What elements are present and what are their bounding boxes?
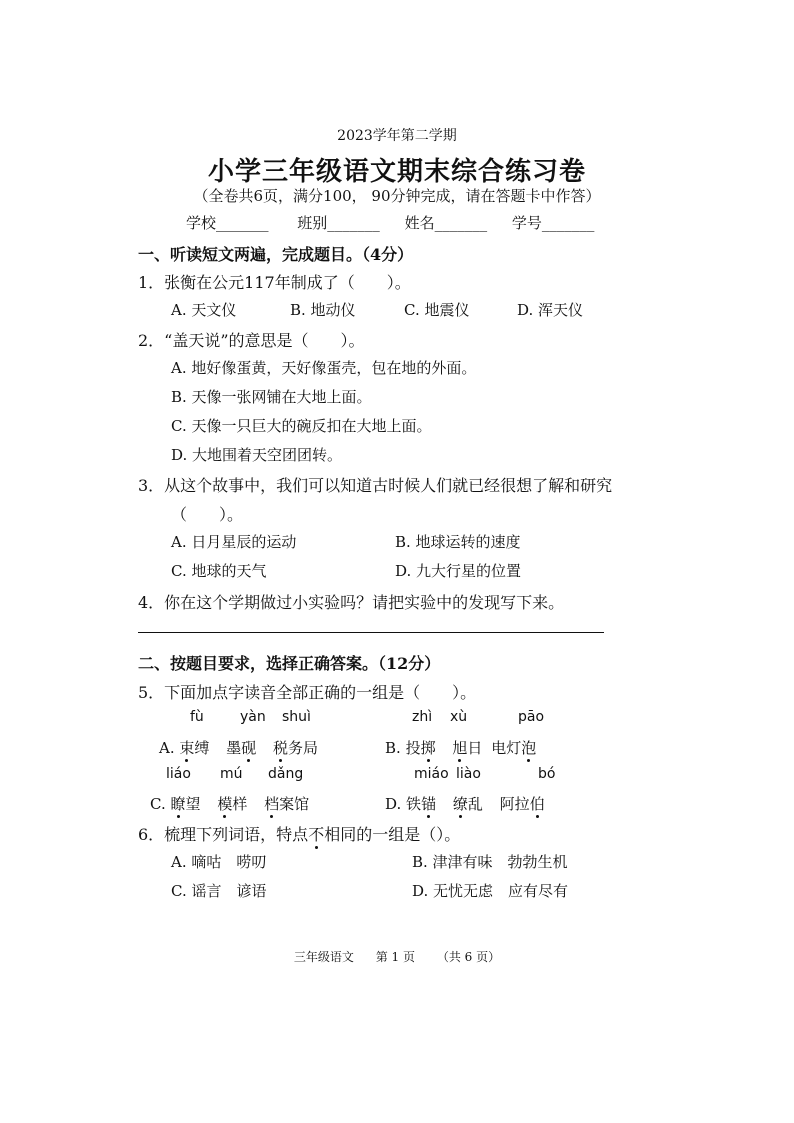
pinyin-a-3: shuì bbox=[282, 709, 311, 725]
footer-total-pages: （共 6 页） bbox=[436, 950, 501, 964]
word: 铁锚 bbox=[406, 795, 437, 813]
section-1-title: 一、听读短文两遍，完成题目。（4分） bbox=[138, 245, 414, 264]
question-2-option-c: C. 天像一只巨大的碗反扣在大地上面。 bbox=[171, 417, 432, 435]
question-3-option-c: C. 地球的天气 bbox=[171, 562, 267, 580]
question-6-option-c: C. 谣言 谚语 bbox=[171, 882, 267, 900]
section-2-title: 二、按题目要求，选择正确答案。（12分） bbox=[138, 654, 441, 673]
answer-line bbox=[138, 632, 604, 633]
option-label: D. bbox=[385, 795, 402, 813]
dotted-char: 税 bbox=[273, 739, 289, 757]
option-label: B. bbox=[385, 739, 401, 757]
page-footer bbox=[0, 948, 794, 965]
dotted-char: 档 bbox=[264, 795, 280, 813]
question-3-option-a: A. 日月星辰的运动 bbox=[171, 533, 297, 551]
pinyin-c-3: dǎng bbox=[268, 766, 304, 782]
question-5-option-a bbox=[159, 737, 318, 758]
word: 电灯泡 bbox=[491, 739, 537, 757]
question-5-stem: 5．下面加点字读音全部正确的一组是（ ）。 bbox=[138, 683, 477, 702]
question-2-stem: 2．“盖天说”的意思是（ ）。 bbox=[138, 331, 365, 350]
question-6-stem bbox=[138, 822, 460, 845]
pinyin-b-2: xù bbox=[450, 709, 468, 725]
word: 阿拉伯 bbox=[499, 795, 545, 813]
pinyin-a-2: yàn bbox=[240, 709, 266, 725]
stem-text: 相同的一组是（）。 bbox=[324, 825, 461, 844]
dotted-char: 缭 bbox=[452, 795, 468, 813]
pinyin-d-1: miáo bbox=[414, 766, 449, 782]
exam-instructions: （全卷共6页，满分100， 90分钟完成，请在答题卡中作答） bbox=[193, 187, 601, 205]
term-label: 2023学年第二学期 bbox=[337, 128, 457, 144]
question-3-option-d: D. 九大行星的位置 bbox=[395, 562, 522, 580]
question-6-option-d: D. 无忧无虑 应有尽有 bbox=[412, 882, 569, 900]
dotted-char: 泡 bbox=[521, 739, 537, 757]
dotted-char: 砚 bbox=[241, 739, 257, 757]
pinyin-a-1: fù bbox=[190, 709, 204, 725]
question-1-option-a: A. 天文仪 bbox=[171, 301, 237, 319]
question-2-option-d: D. 大地围着天空团团转。 bbox=[171, 446, 343, 464]
dotted-char: 束 bbox=[179, 739, 195, 757]
school-field: 学校_______ bbox=[186, 214, 269, 232]
dotted-char: 掷 bbox=[420, 739, 436, 757]
question-1-option-c: C. 地震仪 bbox=[404, 301, 470, 319]
question-6-option-b: B. 津津有味 勃勃生机 bbox=[412, 853, 568, 871]
pinyin-b-3: pāo bbox=[518, 709, 545, 725]
option-label: A. bbox=[159, 739, 175, 757]
student-info-row bbox=[186, 212, 594, 233]
question-6-option-a: A. 嘀咕 唠叨 bbox=[171, 853, 267, 871]
dotted-char: 不 bbox=[308, 822, 324, 845]
word: 墨砚 bbox=[226, 739, 257, 757]
word: 瞭望 bbox=[170, 795, 201, 813]
question-1-stem: 1．张衡在公元117年制成了（ ）。 bbox=[138, 273, 411, 292]
footer-page-number: 第 1 页 bbox=[375, 950, 415, 964]
word: 投掷 bbox=[405, 739, 436, 757]
question-4-stem: 4．你在这个学期做过小实验吗？请把实验中的发现写下来。 bbox=[138, 593, 565, 612]
question-3-stem: 3．从这个故事中，我们可以知道古时候人们就已经很想了解和研究 bbox=[138, 476, 613, 495]
question-1-option-d: D. 浑天仪 bbox=[517, 301, 584, 319]
word: 束缚 bbox=[179, 739, 210, 757]
question-5-option-b bbox=[385, 737, 536, 758]
question-1-option-b: B. 地动仪 bbox=[290, 301, 356, 319]
stem-text: 6．梳理下列词语，特点 bbox=[138, 825, 309, 844]
option-label: C. bbox=[150, 795, 166, 813]
footer-subject: 三年级语文 bbox=[293, 950, 354, 964]
page-title: 小学三年级语文期末综合练习卷 bbox=[207, 157, 586, 187]
name-field: 姓名_______ bbox=[404, 214, 488, 232]
question-3-stem-continued: （ ）。 bbox=[171, 505, 244, 524]
question-3-option-b: B. 地球运转的速度 bbox=[395, 533, 521, 551]
word: 缭乱 bbox=[452, 795, 483, 813]
dotted-char: 旭 bbox=[452, 739, 468, 757]
dotted-char: 锚 bbox=[421, 795, 437, 813]
pinyin-d-2: liào bbox=[456, 766, 481, 782]
word: 旭日 bbox=[452, 739, 483, 757]
student-id-field: 学号_______ bbox=[511, 214, 595, 232]
question-5-option-c bbox=[150, 793, 309, 814]
class-field: 班别_______ bbox=[297, 214, 380, 232]
word: 档案馆 bbox=[264, 795, 310, 813]
question-5-option-d bbox=[385, 793, 545, 814]
pinyin-b-1: zhì bbox=[412, 709, 433, 725]
dotted-char: 瞭 bbox=[170, 795, 186, 813]
dotted-char: 模 bbox=[217, 795, 233, 813]
pinyin-d-3: bó bbox=[538, 766, 556, 782]
question-2-option-b: B. 天像一张网铺在大地上面。 bbox=[171, 388, 372, 406]
dotted-char: 伯 bbox=[529, 795, 545, 813]
word: 税务局 bbox=[273, 739, 319, 757]
word: 模样 bbox=[217, 795, 248, 813]
pinyin-c-2: mú bbox=[220, 766, 243, 782]
question-2-option-a: A. 地好像蛋黄，天好像蛋壳，包在地的外面。 bbox=[171, 359, 477, 377]
pinyin-c-1: liáo bbox=[166, 766, 191, 782]
